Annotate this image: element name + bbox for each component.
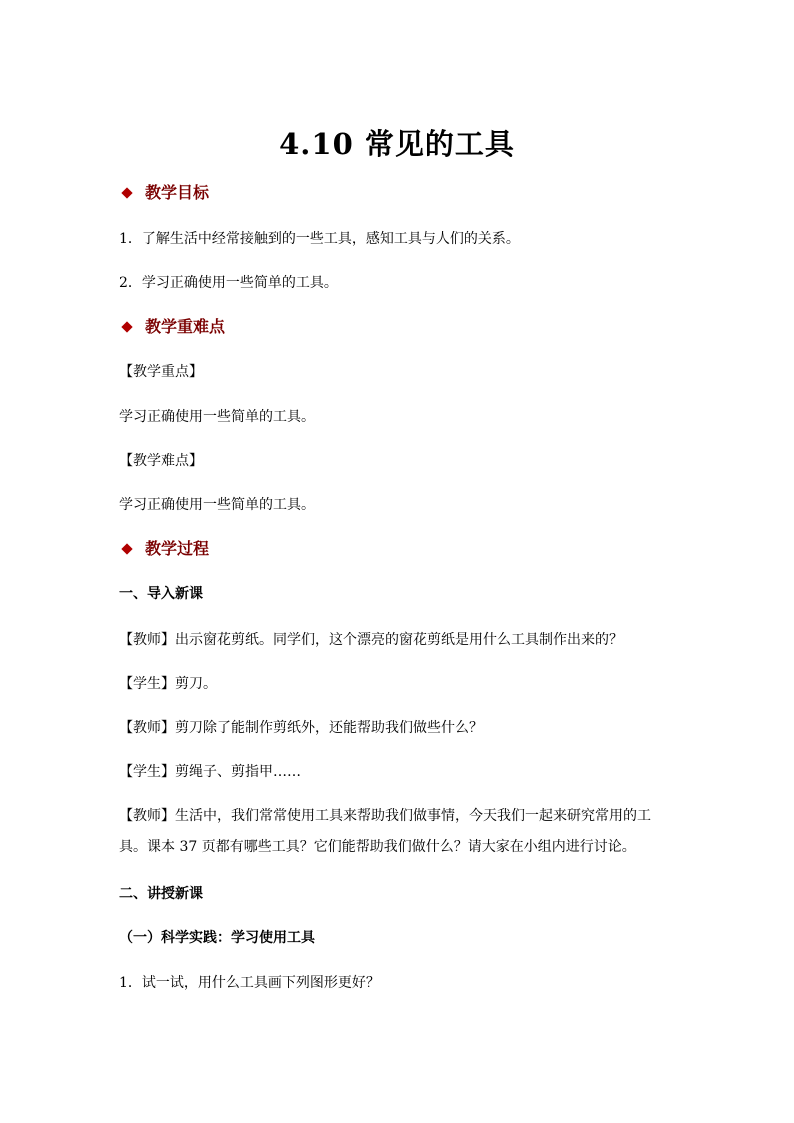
section-heading-goals xyxy=(119,182,209,204)
diamond-bullet-icon xyxy=(121,321,132,332)
part1-title: 一、导入新课 xyxy=(119,586,203,602)
diamond-bullet-icon xyxy=(121,187,132,198)
diamond-bullet-icon xyxy=(121,543,132,554)
page-title: 4.10 常见的工具 xyxy=(279,127,515,161)
dialog-line-1: 【教师】出示窗花剪纸。同学们，这个漂亮的窗花剪纸是用什么工具制作出来的？ xyxy=(119,632,623,648)
difficult-point-label: 【教学难点】 xyxy=(119,453,203,469)
section-heading-goals-label: 教学目标 xyxy=(145,183,210,202)
dialog-line-2: 【学生】剪刀。 xyxy=(119,676,217,692)
section-heading-process xyxy=(119,538,209,560)
subpart-title: （一）科学实践：学习使用工具 xyxy=(119,930,315,946)
part2-title: 二、讲授新课 xyxy=(119,886,203,902)
goal-item-1: 1．了解生活中经常接触到的一些工具，感知工具与人们的关系。 xyxy=(119,231,520,247)
section-heading-keypoints xyxy=(119,316,225,338)
practice-item-1: 1．试一试，用什么工具画下列图形更好？ xyxy=(119,975,380,991)
section-heading-process-label: 教学过程 xyxy=(145,539,210,558)
section-heading-keypoints-label: 教学重难点 xyxy=(145,317,226,336)
key-point-label: 【教学重点】 xyxy=(119,364,203,380)
goal-item-2: 2．学习正确使用一些简单的工具。 xyxy=(119,275,338,291)
dialog-line-3: 【教师】剪刀除了能制作剪纸外，还能帮助我们做些什么？ xyxy=(119,720,483,736)
key-point-text: 学习正确使用一些简单的工具。 xyxy=(119,409,315,425)
dialog-line-4: 【学生】剪绳子、剪指甲…… xyxy=(119,764,301,780)
dialog-line-5: 【教师】生活中，我们常常使用工具来帮助我们做事情，今天我们一起来研究常用的工具。课本 37 页都有哪些工具？它们能帮助我们做什么？请大家在小组内进行讨论。 xyxy=(119,808,651,855)
difficult-point-text: 学习正确使用一些简单的工具。 xyxy=(119,497,315,513)
